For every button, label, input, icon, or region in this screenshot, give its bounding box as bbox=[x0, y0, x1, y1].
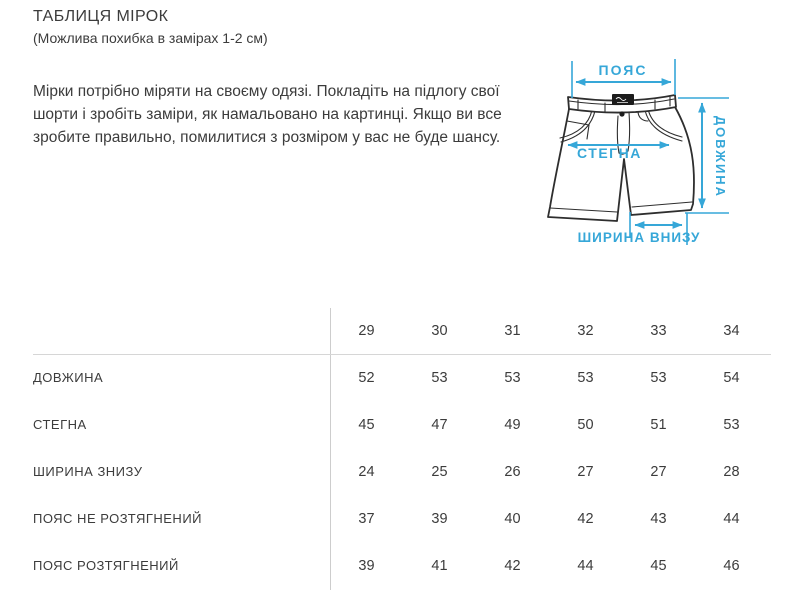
size-table bbox=[0, 308, 771, 589]
cell-value: 40 bbox=[504, 510, 521, 527]
cell-value: 45 bbox=[650, 557, 667, 574]
row-label: ШИРИНА ЗНИЗУ bbox=[33, 464, 143, 479]
row-label: ПОЯС РОЗТЯГНЕНИЙ bbox=[33, 558, 179, 573]
cell-value: 46 bbox=[723, 557, 740, 574]
cell-value: 52 bbox=[358, 369, 375, 386]
column-header: 29 bbox=[358, 323, 375, 339]
cell-value: 42 bbox=[577, 510, 594, 527]
cell-value: 28 bbox=[723, 463, 740, 480]
cell-value: 42 bbox=[504, 557, 521, 574]
cell-value: 49 bbox=[504, 416, 521, 433]
table-header-divider bbox=[33, 354, 771, 355]
cell-value: 41 bbox=[431, 557, 448, 574]
table-row bbox=[0, 448, 771, 495]
page-title: ТАБЛИЦЯ МІРОК bbox=[33, 8, 169, 25]
table-header-row bbox=[0, 308, 771, 354]
brand-label bbox=[612, 94, 634, 105]
cell-value: 51 bbox=[650, 416, 667, 433]
column-header: 30 bbox=[431, 323, 448, 339]
column-header: 32 bbox=[577, 323, 594, 339]
shorts-diagram-svg bbox=[545, 45, 785, 255]
page-subtitle: (Можлива похибка в замірах 1-2 см) bbox=[33, 30, 268, 46]
hips-label: СТЕГНА bbox=[577, 145, 642, 161]
column-header: 34 bbox=[723, 323, 740, 339]
column-header: 33 bbox=[650, 323, 667, 339]
table-row bbox=[0, 542, 771, 589]
cell-value: 39 bbox=[358, 557, 375, 574]
cell-value: 50 bbox=[577, 416, 594, 433]
row-label: СТЕГНА bbox=[33, 417, 87, 432]
cell-value: 25 bbox=[431, 463, 448, 480]
title-block bbox=[33, 8, 268, 46]
column-header: 31 bbox=[504, 323, 521, 339]
cell-value: 26 bbox=[504, 463, 521, 480]
cell-value: 24 bbox=[358, 463, 375, 480]
row-label: ДОВЖИНА bbox=[33, 370, 104, 385]
table-row bbox=[0, 354, 771, 401]
cell-value: 53 bbox=[650, 369, 667, 386]
intro-text: Мірки потрібно міряти на своєму одязі. Покладіть на підлогу свої шорти і зробіть заміри, як намальовано на картинці. Якщо ви все зробите правильно, помилитися з розміром у вас не буде шансу. bbox=[33, 83, 502, 146]
cell-value: 39 bbox=[431, 510, 448, 527]
cell-value: 47 bbox=[431, 416, 448, 433]
table-row bbox=[0, 495, 771, 542]
cell-value: 44 bbox=[577, 557, 594, 574]
bottom-width-label: ШИРИНА ВНИЗУ bbox=[577, 230, 701, 245]
cell-value: 53 bbox=[577, 369, 594, 386]
cell-value: 43 bbox=[650, 510, 667, 527]
cell-value: 53 bbox=[723, 416, 740, 433]
cell-value: 53 bbox=[431, 369, 448, 386]
cell-value: 53 bbox=[504, 369, 521, 386]
button-dot bbox=[619, 111, 624, 116]
table-row bbox=[0, 401, 771, 448]
cell-value: 27 bbox=[577, 463, 594, 480]
cell-value: 45 bbox=[358, 416, 375, 433]
waist-label: ПОЯС bbox=[598, 62, 648, 78]
cell-value: 27 bbox=[650, 463, 667, 480]
waist-measure bbox=[572, 59, 675, 98]
table-vertical-divider bbox=[330, 308, 331, 590]
cell-value: 37 bbox=[358, 510, 375, 527]
row-label: ПОЯС НЕ РОЗТЯГНЕНИЙ bbox=[33, 511, 203, 526]
length-label: ДОВЖИНА bbox=[713, 115, 728, 199]
cell-value: 44 bbox=[723, 510, 740, 527]
cell-value: 54 bbox=[723, 369, 740, 386]
shorts-measurement-diagram bbox=[545, 45, 785, 255]
